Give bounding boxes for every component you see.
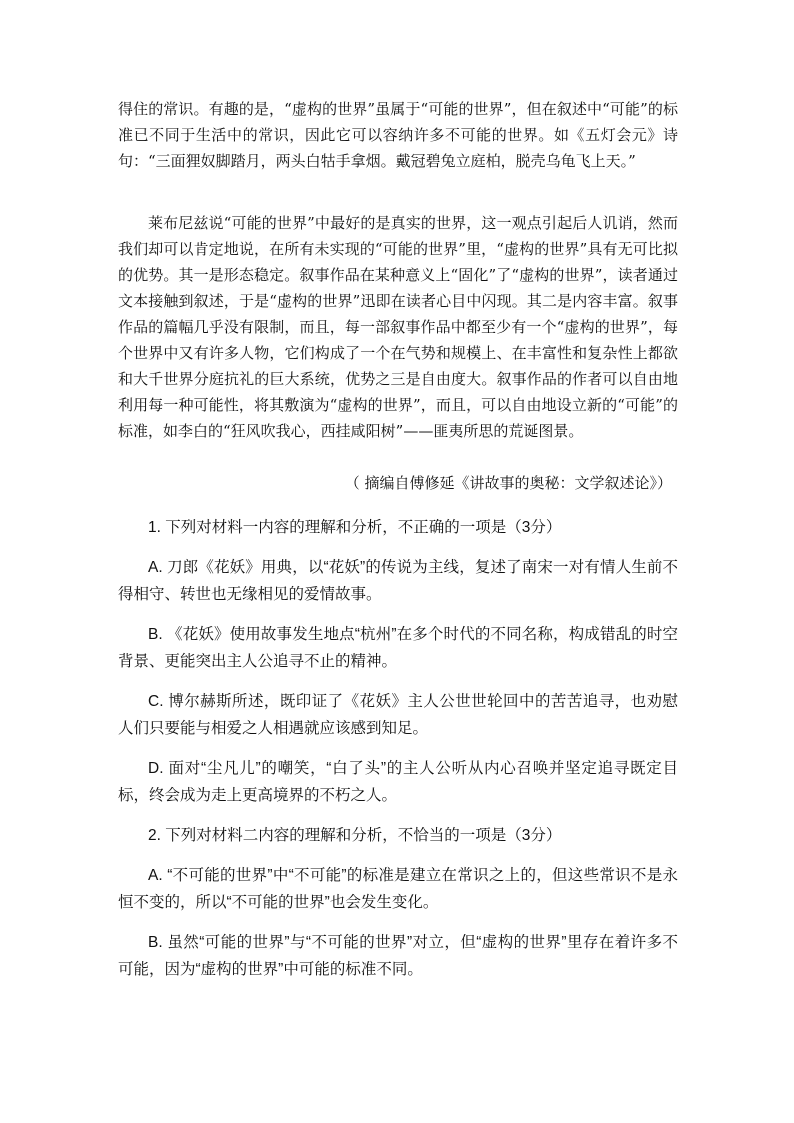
passage-paragraph-1: 得住的常识。有趣的是，“虚构的世界”虽属于“可能的世界”，但在叙述中“可能”的标准已不同于生活中的常识，因此它可以容纳许多不可能的世界。如《五灯会元》诗句：“三面狸奴脚踏月，两头白牯手拿烟。戴冠碧兔立庭柏，脱壳乌龟飞上天。”: [118, 100, 678, 170]
question-1-option-b: B. 《花妖》使用故事发生地点“杭州”在多个时代的不同名称，构成错乱的时空背景、更能突出主人公追寻不止的精神。: [118, 626, 678, 670]
question-1-option-d: D. 面对“尘凡儿”的嘲笑，“白了头”的主人公听从内心召唤并坚定追寻既定目标，终会成为走上更高境界的不朽之人。: [118, 760, 678, 804]
passage-paragraph-2: 莱布尼兹说“可能的世界”中最好的是真实的世界，这一观点引起后人讥诮，然而我们却可以肯定地说，在所有未实现的“可能的世界”里，“虚构的世界”具有无可比拟的优势。其一是形态稳定。叙事作品在某种意义上“固化”了“虚构的世界”，读者通过文本接触到叙述，于是“虚构的世界”迅即在读者心目中闪现。其二是内容丰富。叙事作品的篇幅几乎没有限制，而且，每一部叙事作品中都至少有一个“虚构的世界”，每个世界中又有许多人物，它们构成了一个在气势和规模上、在丰富性和复杂性上都欲和大千世界分庭抗礼的巨大系统，优势之三是自由度大。叙事作品的作者可以自由地利用每一种可能性，将其敷演为“虚构的世界”，而且，可以自由地设立新的“可能”的标准，如李白的“狂风吹我心，西挂咸阳树”——匪夷所思的荒诞图景。: [118, 214, 678, 440]
question-1-option-c: C. 博尔赫斯所述，既印证了《花妖》主人公世世轮回中的苦苦追寻，也劝慰人们只要能与相爱之人相遇就应该感到知足。: [118, 693, 678, 737]
source-citation: （ 摘编自傅修延《讲故事的奥秘：文学叙述论》）: [344, 474, 672, 492]
question-2-stem: 2. 下列对材料二内容的理解和分析，不恰当的一项是（3分）: [148, 827, 562, 844]
question-1-option-a: A. 刀郎《花妖》用典，以“花妖”的传说为主线，复述了南宋一对有情人生前不得相守、转世也无缘相见的爱情故事。: [118, 559, 678, 603]
question-1-stem: 1. 下列对材料一内容的理解和分析，不正确的一项是（3分）: [148, 519, 562, 536]
question-2-option-a: A. “不可能的世界”中“不可能”的标准是建立在常识之上的，但这些常识不是永恒不变的，所以“不可能的世界”也会发生变化。: [118, 867, 678, 911]
question-2-option-b: B. 虽然“可能的世界”与“不可能的世界”对立，但“虚构的世界”里存在着许多不可能，因为“虚构的世界”中可能的标准不同。: [118, 934, 678, 978]
